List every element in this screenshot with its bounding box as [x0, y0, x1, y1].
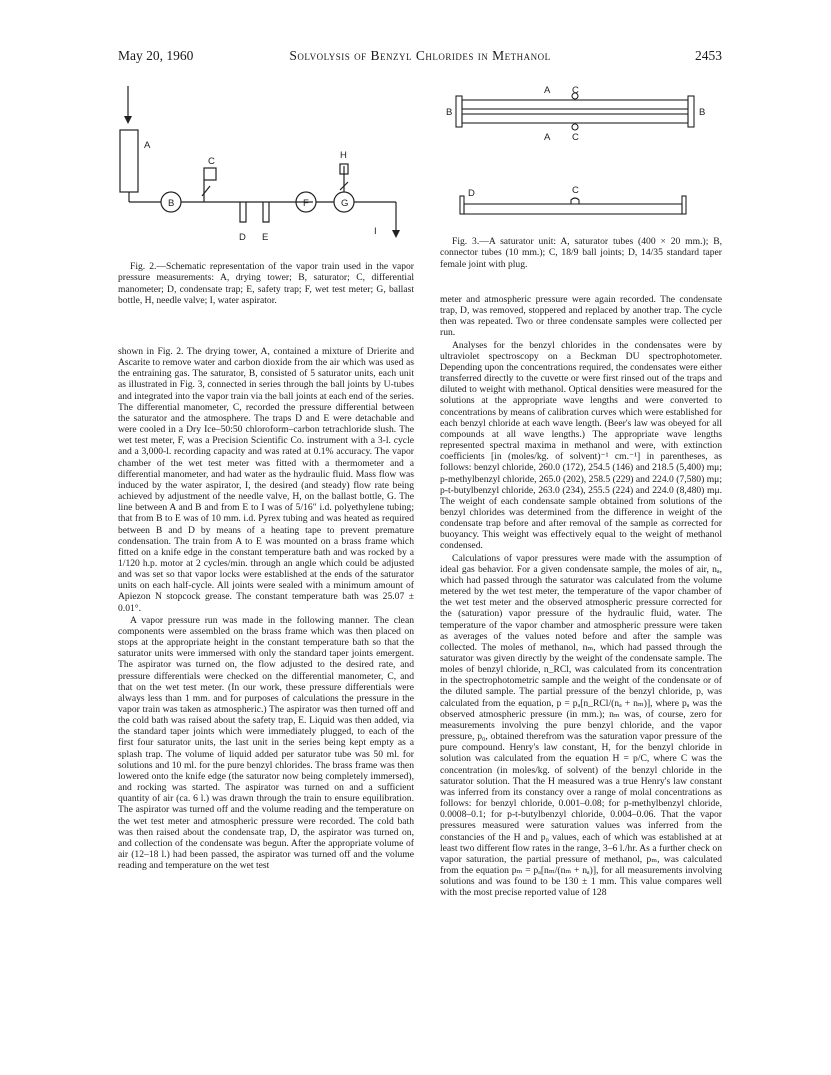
figure-3-caption: Fig. 3.—A saturator unit: A, saturator tubes (400 × 20 mm.); B, connector tubes (10 mm.); C, 18/9 ball joints; D, 14/35 standard taper female joint with plug. [440, 236, 722, 270]
label-f: F [303, 198, 309, 209]
manometer-u [204, 168, 216, 180]
saturator-tube-bottom [462, 114, 688, 123]
label-h: H [340, 150, 347, 161]
fig3-label-c-bottom: C [572, 132, 579, 143]
fig3-label-a-top: A [544, 85, 551, 96]
label-c: C [208, 156, 215, 167]
figure-2-diagram [118, 84, 418, 256]
figure-2 [118, 84, 418, 256]
left-paragraph-1: shown in Fig. 2. The drying tower, A, contained a mixture of Drierite and Ascarite to remove water and carbon dioxide from the air which was used as the entraining gas. The saturator, B, consisted of 5 saturator units, each unit as illustrated in Fig. 3, connected in series through the ball joints by U-tubes and integrated into the vapor train via the ball joints at each end of the series. The differential manometer, C, recorded the pressure differential between the saturator and the atmosphere. The traps D and E were detachable and were cooled in a Dry Ice–50:50 chloroform–carbon tetrachloride slush. The wet test meter, F, was a Precision Scientific Co. instrument with a 3-l. cycle and a 3,000-l. recording capacity and was rated at 0.1% accuracy. The vapor chamber of the wet test meter was fitted with a thermometer and a differential manometer, and had water as the hydraulic fluid. Mass flow was induced by the water aspirator, I, the desired (and steady) flow rate being achieved by adjustment of the needle valve, H, on the ballast bottle, G. The line between A and B and from E to I was of 5/16″ i.d. polyethylene tubing; that from B to E was of 10 mm. i.d. Pyrex tubing and was heated as required between B and D by means of a heating tape to prevent premature condensation. The train from A to E was mounted on a brass frame which fitted on a knife edge in the constant temperature bath and was rocked by a 1/120 h.p. motor at 2 cycles/min. through an angle which could be adjusted and was set so that vapor locks were established at the ends of the saturator units on each half-cycle. All joints were sealed with a minimum amount of Apiezon N stopcock grease. The constant temperature bath was 25.07 ± 0.01°. [118, 346, 414, 614]
manometer-valve [202, 186, 210, 196]
label-i: I [374, 226, 377, 237]
fig3-label-c-side: C [572, 185, 579, 196]
side-tube-end [682, 196, 686, 214]
fig3-label-b-left: B [446, 107, 453, 118]
label-g: G [341, 198, 349, 209]
figure-3-diagram [440, 84, 720, 229]
saturator-tube-top [462, 100, 688, 109]
right-paragraph-2: Analyses for the benzyl chlorides in the condensates were by ultraviolet spectroscopy on a Beckman DU spectrophotometer. Depending upon the concentrations required, the condensates were either transferred directly to the cuvette or were first rinsed out of the traps and diluted to weight with methanol. Optical densities were measured for the solutions at the appropriate wave lengths and were converted to concentrations by means of calibration curves which were established for each benzyl chloride at each wave length. (Beer's law was obeyed for all compounds at all wave lengths.) The appropriate wave lengths represented spectral maxima in methanol and were, with extinction coefficients [in (moles/kg. of solvent)⁻¹ cm.⁻¹] in parentheses, as follows: benzyl chloride, 260.0 (172), 254.5 (146) and 218.5 (5,400) mμ; p-methylbenzyl chloride, 265.0 (202), 258.5 (229) and 224.0 (7,580) mμ; p-t-butylbenzyl chloride, 263.0 (234), 255.5 (224) and 224.0 (8,480) mμ. The weight of each condensate sample obtained from solutions of the benzyl chlorides was determined from the difference in weight of the condensate trap before and after removal of the sample as corrected for buoyancy. This weight was effectively equal to the weight of methanol condensed. [440, 339, 722, 552]
label-b: B [168, 198, 175, 209]
left-paragraph-2: A vapor pressure run was made in the following manner. The clean components were assembled on the brass frame which was then placed on stops at the appropriate height in the constant temperature bath so that the saturator units were immersed with only the standard taper joints emergent. The aspirator was turned on, the flow adjusted to the desired rate, and pressure differentials were checked on the differential manometer, C, and that on the wet test meter. (In our work, these pressure differentials were always less than 1 mm. and for purposes of calculations the pressure in the vapor train was taken as atmospheric.) The aspirator was then turned off and the cold bath was raised about the safety trap, E. Liquid was then added, via the standard taper joints which were immediately plugged, to each of the first four saturator units, the last unit in the series being kept empty as a splash trap. The volume of liquid added per saturator tube was 50 ml. for solutions and 10 ml. for the pure benzyl chlorides. The brass frame was then lowered onto the knife edge (the saturator now being completely immersed), and rocking was started. The aspirator was turned on and a sufficient quantity of air (ca. 6 l.) was drawn through the train to ensure equilibration. The aspirator was turned off and the volume reading and the temperature on the wet test meter and atmospheric pressure were recorded. The cold bath was then raised about the condensate trap, D, the aspirator was turned on, and collection of the condensate was begun. After the appropriate volume of air (12–18 l.) had been passed, the aspirator was turned off and the volume reading and temperature on the wet test [118, 614, 414, 872]
label-d: D [239, 232, 246, 243]
fig3-label-c-top: C [572, 85, 579, 96]
header-title: Solvolysis of Benzyl Chlorides in Methanol [289, 48, 551, 63]
label-e: E [262, 232, 269, 243]
connector-left [456, 96, 462, 127]
drying-tower [120, 130, 138, 192]
figure-2-caption: Fig. 2.—Schematic representation of the vapor train used in the vapor pressure measurements: A, drying tower; B, saturator; C, differential manometer; D, condensate trap; E, safety trap; F, wet test meter; G, ballast bottle, H, needle valve; I, water aspirator. [118, 261, 414, 306]
fig3-label-b-right: B [699, 107, 706, 118]
header-date: May 20, 1960 [118, 48, 194, 63]
running-header [118, 48, 722, 66]
aspirator-arrowhead [392, 230, 400, 238]
fig3-label-d: D [468, 188, 475, 199]
connector-right [688, 96, 694, 127]
ball-joint-side [571, 198, 579, 204]
fig3-label-a-bottom: A [544, 132, 551, 143]
inlet-arrowhead [124, 116, 132, 124]
right-column [440, 294, 722, 898]
taper-joint [460, 196, 464, 214]
right-paragraph-3: Calculations of vapor pressures were made with the assumption of ideal gas behavior. For a given condensate sample, the moles of air, nₐ, which had passed through the saturator was calculated from the volume metered by the wet test meter, the temperature of the vapor chamber of the wet test meter and the observed atmospheric pressure corrected for the (saturation) vapor pressure of the hydraulic fluid, water. The temperature of the vapor chamber and atmospheric pressure were taken as averages of the values noted before and after the sample was collected. The moles of methanol, nₘ, which had passed through the saturator was given directly by the weight of the condensate sample. The moles of benzyl chloride, n_RCl, was calculated from its concentration in the spectrophotometric sample and the weight of the condensate or of the diluted sample. The partial pressure of the benzyl chloride, p, was calculated from the equation, p = pₐ[n_RCl/(nₐ + nₘ)], where pₐ was the observed atmospheric pressure (in mm.); nₘ was, of course, zero for measurements involving the pure benzyl chloride, and the vapor pressure, p₀, obtained therefrom was the saturation vapor pressure of the pure compound. Henry's law constant, H, for the benzyl chloride in solution was calculated from the equation H = p/C, where C was the concentration (in moles/kg. of solvent) of the benzyl chloride in the saturator solution. That the H measured was a true Henry's law constant was inferred from its constancy over a range of molal concentrations as follows: for benzyl chloride, 0.001–0.08; for p-methylbenzyl chloride, 0.0008–0.1; for p-t-butylbenzyl chloride, 0.004–0.06. That the vapor pressures measured were saturation values was inferred from the constancies of the H and p₀ values, each of which was established at at least two different flow rates in the range, 3–6 l./hr. As a further check on vapor saturation, the partial pressure of methanol, pₘ, was calculated from the equation pₘ = pₐ[nₘ/(nₘ + nₐ)], for all measurements involving solutions and was found to be 130 ± 1 mm. This value compares well with the most precise reported value of 128 [440, 552, 722, 899]
left-column [118, 346, 414, 871]
trap-e [263, 202, 269, 222]
trap-d [240, 202, 246, 222]
right-paragraph-1: meter and atmospheric pressure were again recorded. The condensate trap, D, was removed, stoppered and replaced by another trap. The cycle then was repeated. Two or three condensate samples were collected per run. [440, 294, 722, 339]
saturator-side-tube [464, 204, 682, 214]
ball-joint-bottom [572, 124, 578, 130]
page-number: 2453 [695, 48, 722, 63]
label-a: A [144, 140, 151, 151]
figure-3 [440, 84, 720, 229]
